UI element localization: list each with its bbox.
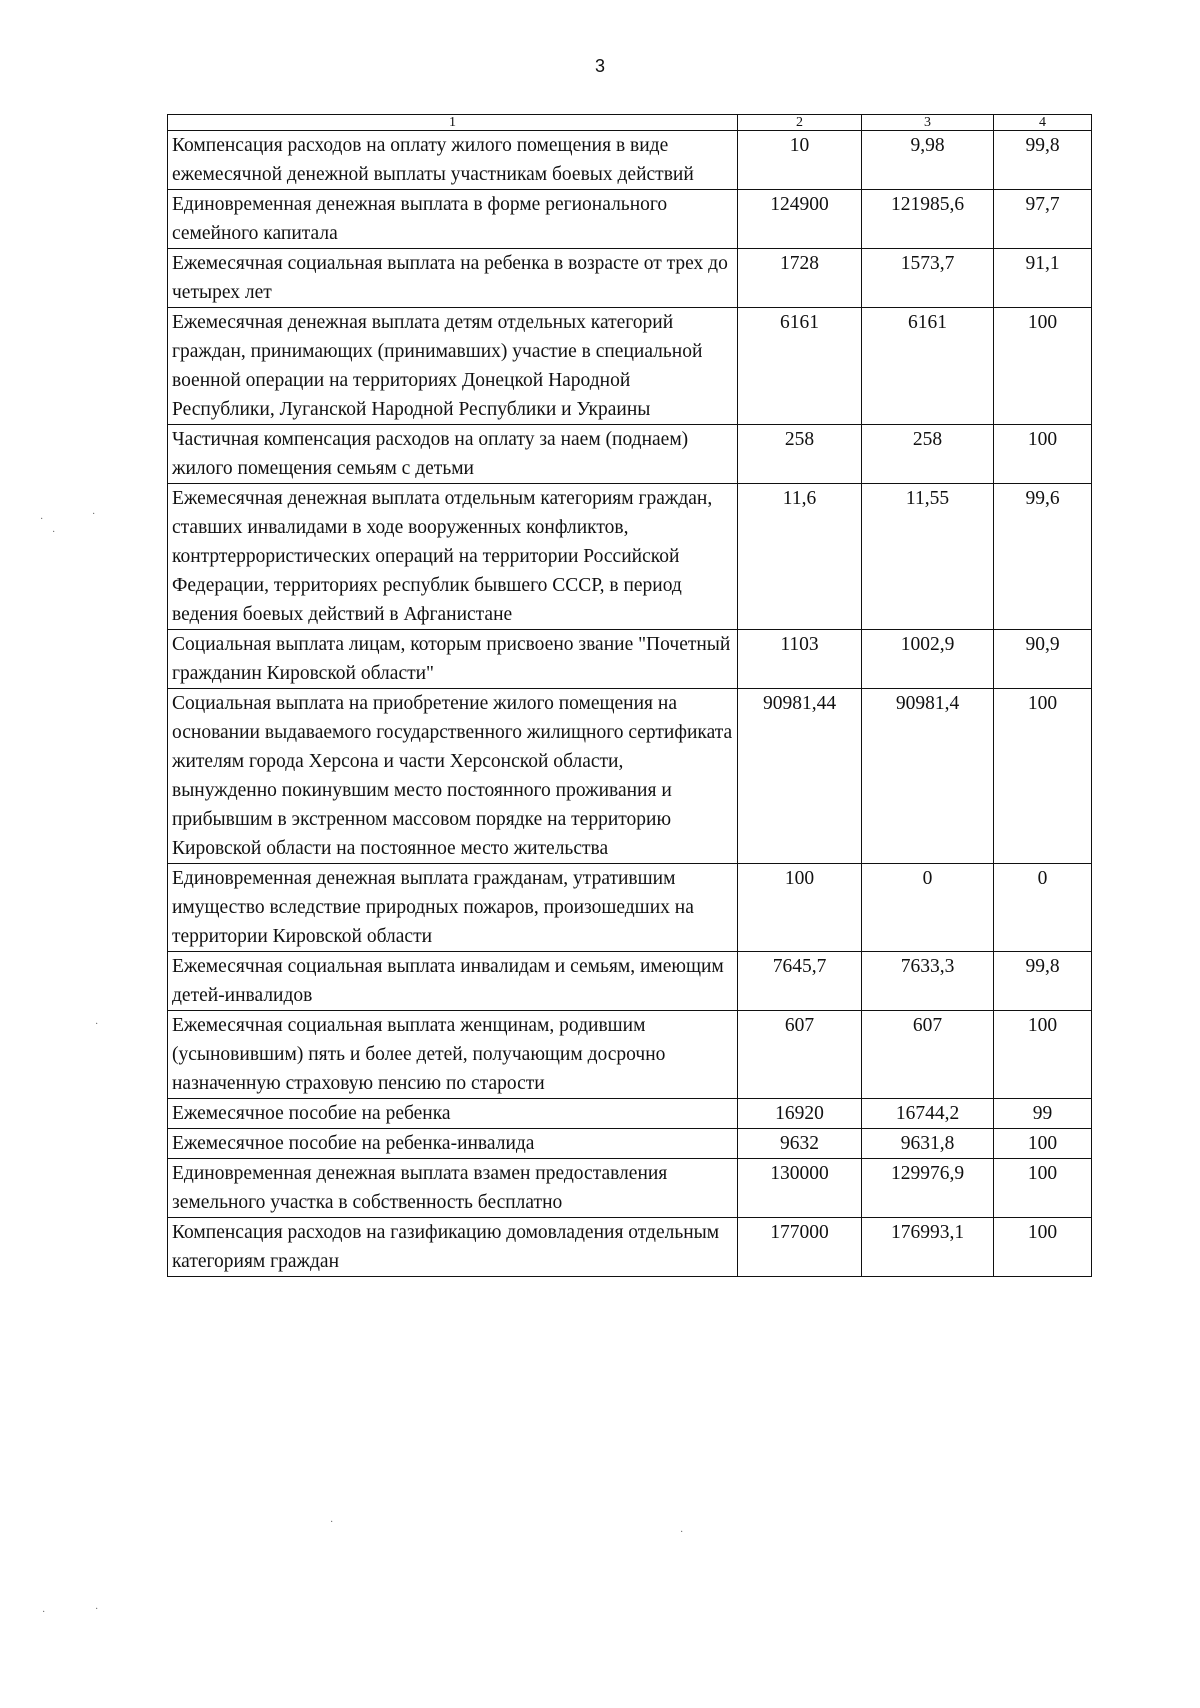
table-row [168, 131, 1092, 190]
row-description: Социальная выплата на приобретение жилого помещения на основании выдаваемого государственного жилищного сертификата жителям города Херсона и части Херсонской области, вынужденно покинувшим место постоянного проживания и прибывшим в экстренном массовом порядке на территорию Кировской области на постоянное место жительства [168, 689, 738, 864]
row-value-col3: 6161 [862, 308, 994, 425]
table-row [168, 630, 1092, 689]
row-description: Ежемесячная денежная выплата отдельным категориям граждан, ставших инвалидами в ходе вооруженных конфликтов, контртеррористических операций на территории Российской Федерации, территориях республик бывшего СССР, в период ведения боевых действий в Афганистане [168, 484, 738, 630]
column-number-3: 3 [862, 115, 994, 131]
row-value-col2: 607 [738, 1011, 862, 1099]
row-value-col3: 1573,7 [862, 249, 994, 308]
row-description: Единовременная денежная выплата взамен предоставления земельного участка в собственность бесплатно [168, 1159, 738, 1218]
table-row [168, 1159, 1092, 1218]
row-value-col3: 9,98 [862, 131, 994, 190]
row-value-col4: 99,8 [994, 131, 1092, 190]
row-value-col3: 90981,4 [862, 689, 994, 864]
row-value-col3: 176993,1 [862, 1218, 994, 1277]
table-row [168, 425, 1092, 484]
row-value-col2: 6161 [738, 308, 862, 425]
row-value-col2: 16920 [738, 1099, 862, 1129]
row-value-col3: 0 [862, 864, 994, 952]
row-description: Ежемесячное пособие на ребенка-инвалида [168, 1129, 738, 1159]
row-value-col3: 16744,2 [862, 1099, 994, 1129]
row-value-col4: 100 [994, 1129, 1092, 1159]
row-value-col3: 9631,8 [862, 1129, 994, 1159]
scan-speck: · [92, 509, 96, 520]
table-body [168, 131, 1092, 1277]
row-value-col4: 90,9 [994, 630, 1092, 689]
row-value-col3: 258 [862, 425, 994, 484]
table-row [168, 689, 1092, 864]
row-value-col2: 9632 [738, 1129, 862, 1159]
row-value-col3: 129976,9 [862, 1159, 994, 1218]
row-description: Частичная компенсация расходов на оплату за наем (поднаем) жилого помещения семьям с детьми [168, 425, 738, 484]
row-value-col2: 177000 [738, 1218, 862, 1277]
table-row [168, 308, 1092, 425]
table-row [168, 1011, 1092, 1099]
row-value-col4: 100 [994, 689, 1092, 864]
scan-speck: · [42, 1607, 46, 1618]
row-description: Ежемесячная социальная выплата женщинам, родившим (усыновившим) пять и более детей, получающим досрочно назначенную страховую пенсию по старости [168, 1011, 738, 1099]
column-number-1: 1 [168, 115, 738, 131]
row-description: Компенсация расходов на оплату жилого помещения в виде ежемесячной денежной выплаты участникам боевых действий [168, 131, 738, 190]
row-description: Единовременная денежная выплата гражданам, утратившим имущество вследствие природных пожаров, произошедших на территории Кировской области [168, 864, 738, 952]
row-description: Социальная выплата лицам, которым присвоено звание "Почетный гражданин Кировской области" [168, 630, 738, 689]
row-value-col2: 124900 [738, 190, 862, 249]
table-header-row [168, 115, 1092, 131]
row-description: Единовременная денежная выплата в форме регионального семейного капитала [168, 190, 738, 249]
row-value-col4: 100 [994, 425, 1092, 484]
row-value-col2: 258 [738, 425, 862, 484]
row-value-col4: 100 [994, 1159, 1092, 1218]
row-value-col2: 100 [738, 864, 862, 952]
scan-speck: · [95, 1604, 99, 1615]
row-description: Ежемесячная социальная выплата на ребенка в возрасте от трех до четырех лет [168, 249, 738, 308]
column-number-2: 2 [738, 115, 862, 131]
row-value-col2: 11,6 [738, 484, 862, 630]
table-row [168, 1218, 1092, 1277]
row-value-col3: 607 [862, 1011, 994, 1099]
row-description: Ежемесячная социальная выплата инвалидам и семьям, имеющим детей-инвалидов [168, 952, 738, 1011]
row-value-col4: 99 [994, 1099, 1092, 1129]
row-description: Ежемесячное пособие на ребенка [168, 1099, 738, 1129]
row-value-col2: 1728 [738, 249, 862, 308]
row-value-col3: 121985,6 [862, 190, 994, 249]
row-value-col4: 100 [994, 1218, 1092, 1277]
row-value-col2: 130000 [738, 1159, 862, 1218]
row-value-col4: 99,6 [994, 484, 1092, 630]
row-description: Ежемесячная денежная выплата детям отдельных категорий граждан, принимающих (принимавших) участие в специальной военной операции на территориях Донецкой Народной Республики, Луганской Народной Республики и Украины [168, 308, 738, 425]
row-value-col4: 0 [994, 864, 1092, 952]
row-value-col2: 10 [738, 131, 862, 190]
scan-speck: · [95, 1019, 99, 1030]
page-number: 3 [594, 56, 605, 76]
scan-speck: · [52, 527, 56, 538]
table-row [168, 484, 1092, 630]
row-value-col4: 99,8 [994, 952, 1092, 1011]
row-value-col4: 97,7 [994, 190, 1092, 249]
scan-speck: · [680, 1527, 684, 1538]
scan-speck: · [40, 514, 44, 525]
column-number-4: 4 [994, 115, 1092, 131]
table-row [168, 864, 1092, 952]
row-value-col3: 11,55 [862, 484, 994, 630]
row-value-col2: 7645,7 [738, 952, 862, 1011]
table-row [168, 952, 1092, 1011]
table-row [168, 1129, 1092, 1159]
row-value-col4: 100 [994, 1011, 1092, 1099]
scan-speck: · [330, 1517, 334, 1528]
benefits-table [167, 114, 1092, 1277]
table-row [168, 190, 1092, 249]
row-value-col4: 91,1 [994, 249, 1092, 308]
table-row [168, 1099, 1092, 1129]
row-value-col2: 1103 [738, 630, 862, 689]
row-value-col3: 1002,9 [862, 630, 994, 689]
table-row [168, 249, 1092, 308]
row-description: Компенсация расходов на газификацию домовладения отдельным категориям граждан [168, 1218, 738, 1277]
row-value-col4: 100 [994, 308, 1092, 425]
row-value-col2: 90981,44 [738, 689, 862, 864]
row-value-col3: 7633,3 [862, 952, 994, 1011]
